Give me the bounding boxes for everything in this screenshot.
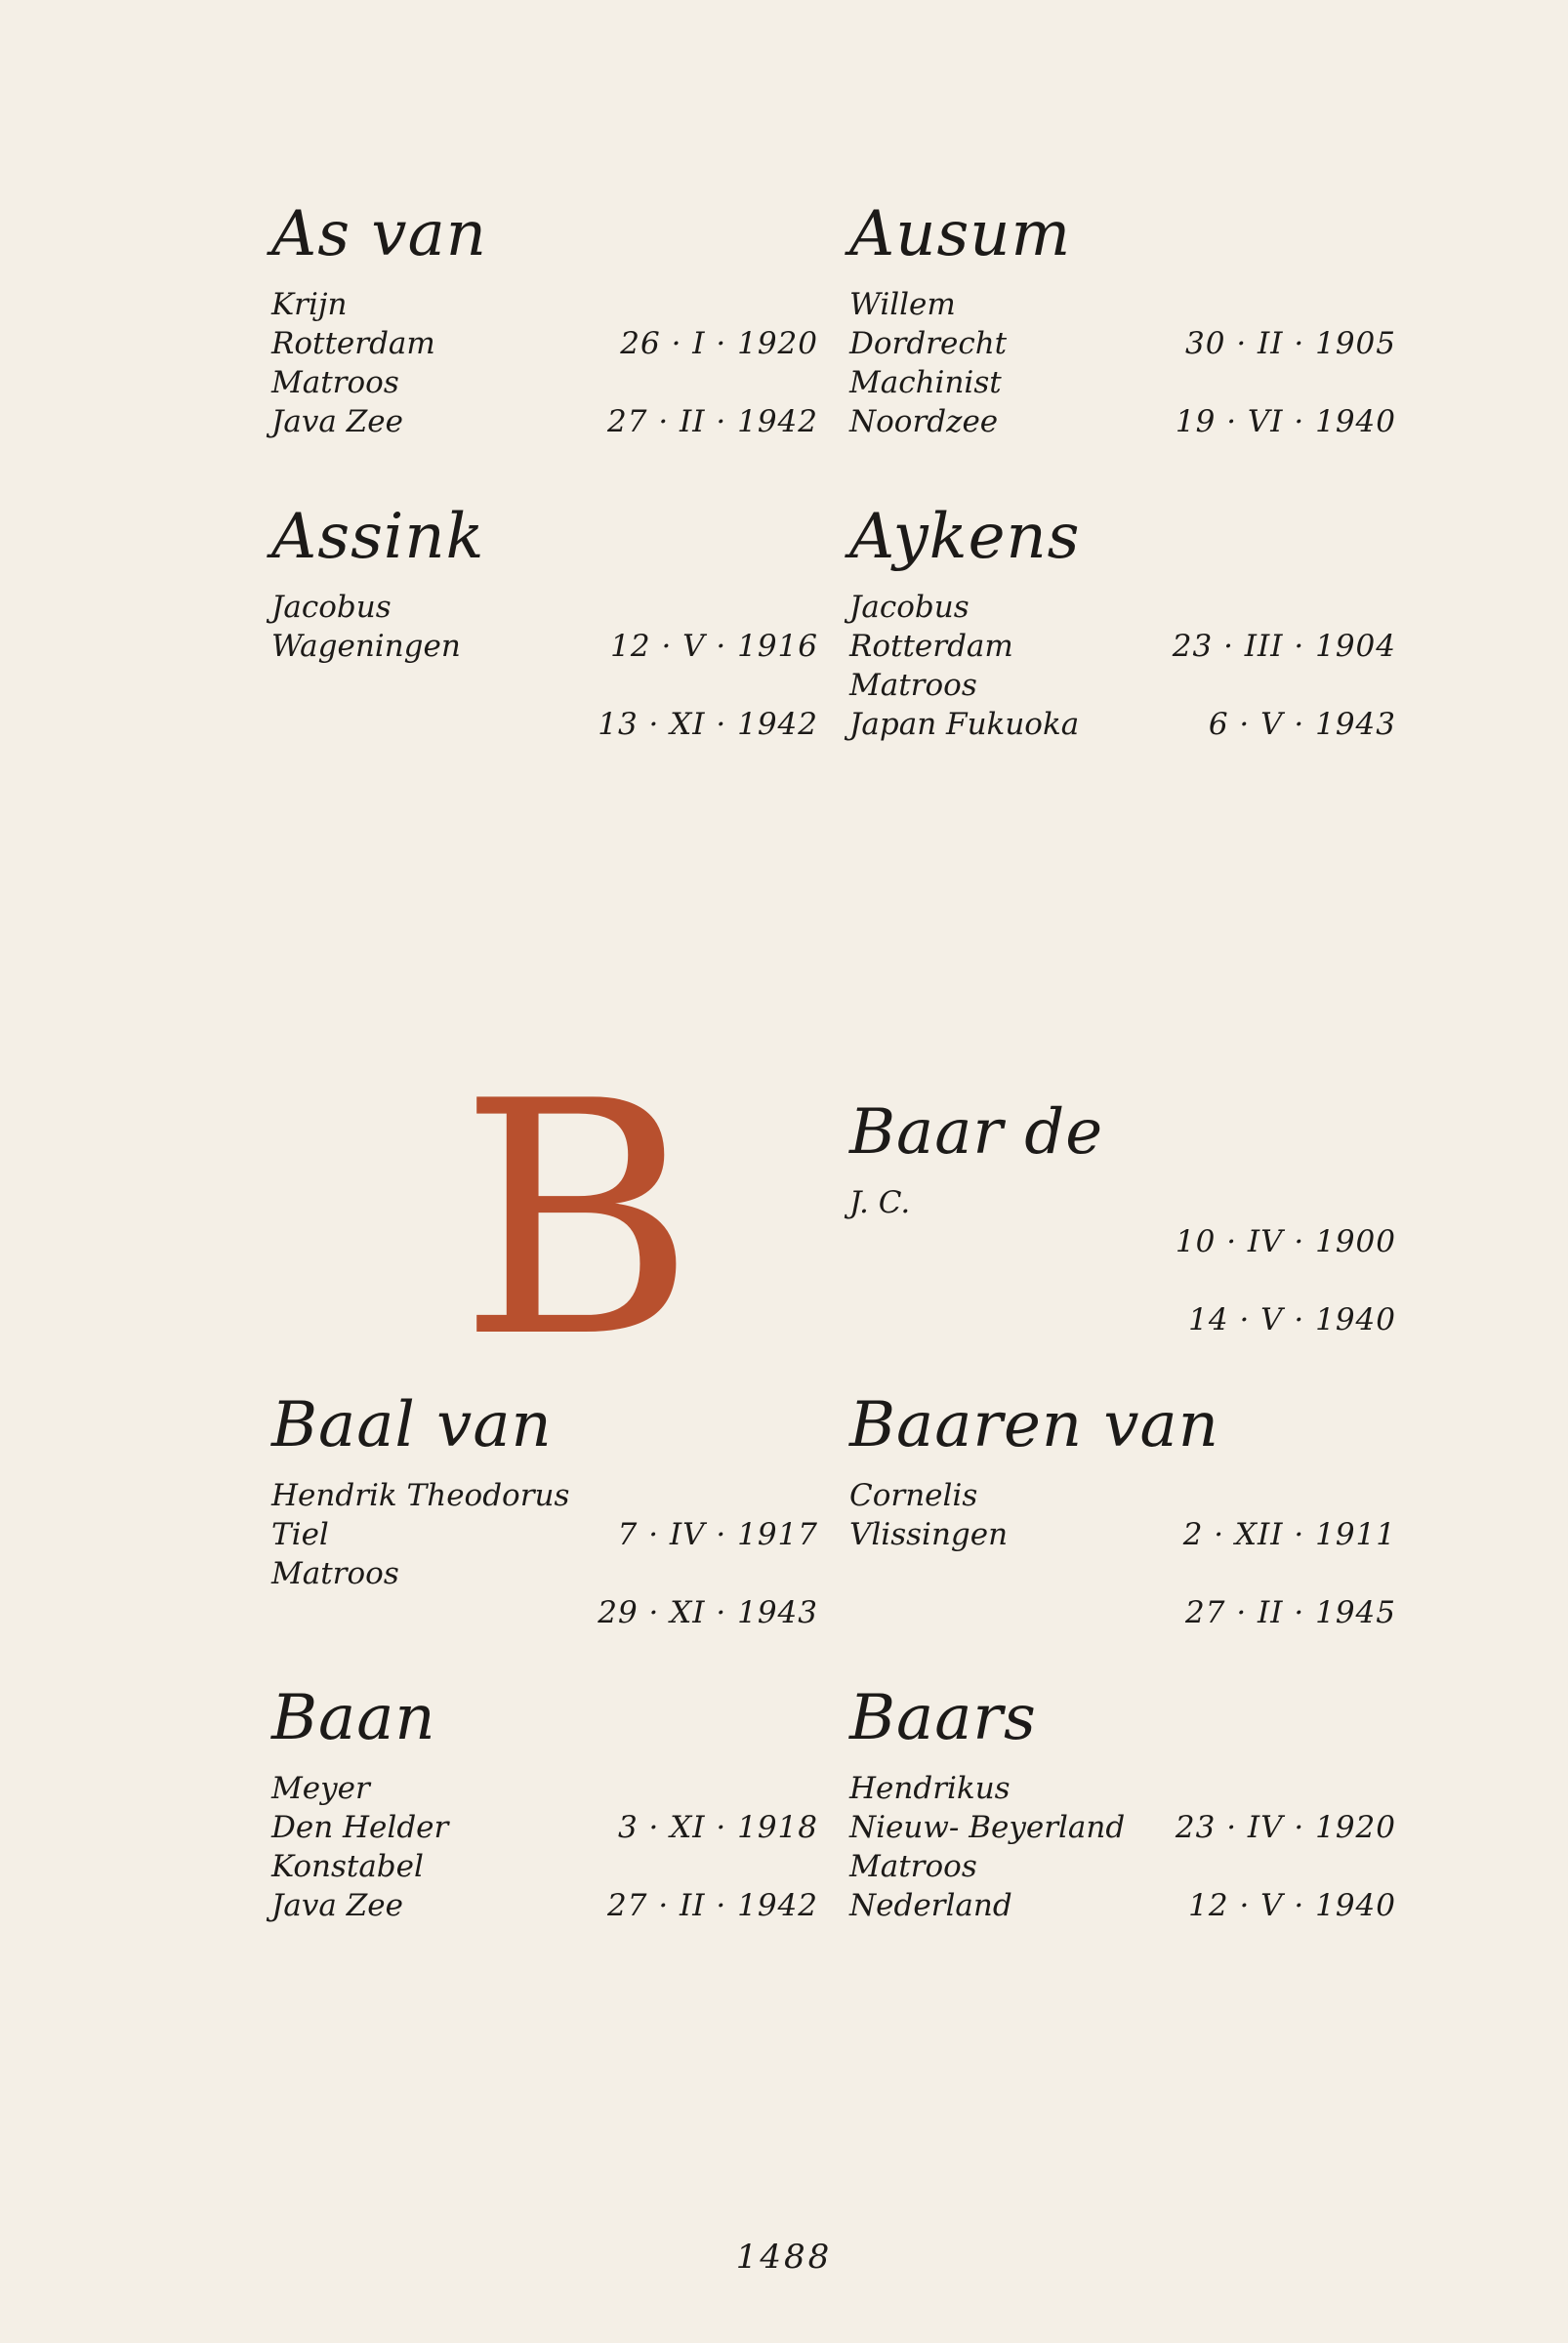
entry-row [271, 1769, 818, 1808]
birth-date: 12 · V · 1916 [610, 629, 818, 664]
occupation: Matroos [849, 1849, 977, 1884]
entry-row [849, 1515, 1396, 1554]
entry-row [849, 1769, 1396, 1808]
occupation: Machinist [849, 365, 1002, 400]
entry-row [271, 1847, 818, 1886]
occupation: Konstabel [271, 1849, 424, 1884]
death-date: 27 · II · 1945 [1185, 1595, 1396, 1630]
entry-row [271, 285, 818, 324]
given-name: J. C. [849, 1185, 911, 1220]
entry-row [271, 705, 818, 744]
birthplace: Den Helder [271, 1810, 449, 1845]
birth-date: 3 · XI · 1918 [617, 1810, 818, 1845]
birthplace: Rotterdam [271, 326, 435, 361]
entry-row [849, 1300, 1396, 1339]
given-name: Willem [849, 287, 956, 322]
surname: Baar de [849, 1096, 1104, 1169]
entry-row [271, 627, 818, 666]
occupation: Matroos [271, 1556, 399, 1591]
surname: As van [271, 198, 487, 270]
place-of-death: Japan Fukuoka [849, 707, 1080, 742]
entry-row [849, 324, 1396, 363]
entry-row [271, 1554, 818, 1593]
entry-row [849, 666, 1396, 705]
death-date: 27 · II · 1942 [607, 404, 818, 439]
surname: Assink [271, 501, 485, 573]
birth-date: 7 · IV · 1917 [617, 1517, 818, 1552]
birth-date: 23 · III · 1904 [1172, 629, 1396, 664]
given-name: Cornelis [849, 1478, 978, 1513]
entry-row [271, 1593, 818, 1632]
entry-row [271, 588, 818, 627]
surname: Baars [849, 1682, 1037, 1754]
death-date: 13 · XI · 1942 [598, 707, 818, 742]
entry-row [849, 1886, 1396, 1925]
entry-baars [849, 1679, 1396, 1925]
birth-date: 30 · II · 1905 [1185, 326, 1396, 361]
given-name: Meyer [271, 1771, 370, 1806]
birthplace: Nieuw- Beyerland [849, 1810, 1126, 1845]
given-name: Jacobus [849, 590, 970, 625]
birth-date: 2 · XII · 1911 [1182, 1517, 1396, 1552]
page-number: 1488 [735, 2238, 833, 2277]
entry-row [849, 1554, 1396, 1593]
death-date: 12 · V · 1940 [1188, 1888, 1396, 1923]
birth-date: 10 · IV · 1900 [1175, 1224, 1396, 1259]
entry-row [849, 1476, 1396, 1515]
entry-assink [271, 498, 818, 744]
entry-row [849, 1808, 1396, 1847]
entry-baan [271, 1679, 818, 1925]
entry-row [271, 324, 818, 363]
place-of-death: Java Zee [271, 404, 403, 439]
entry-row [849, 588, 1396, 627]
given-name: Hendrikus [849, 1771, 1011, 1806]
entry-row [849, 1593, 1396, 1632]
entry-ausum [849, 195, 1396, 441]
entry-as-van [271, 195, 818, 441]
entry-row [271, 1886, 818, 1925]
entry-row [271, 363, 818, 402]
birthplace: Wageningen [271, 629, 461, 664]
entry-aykens [849, 498, 1396, 744]
birthplace: Rotterdam [849, 629, 1013, 664]
section-initial-letter: B [459, 1033, 696, 1408]
entry-row [849, 1183, 1396, 1222]
surname: Ausum [849, 198, 1072, 270]
entry-row [849, 705, 1396, 744]
occupation: Matroos [271, 365, 399, 400]
entry-row [271, 1476, 818, 1515]
birthplace: Dordrecht [849, 326, 1008, 361]
entry-baar-de [849, 1093, 1396, 1339]
occupation: Matroos [849, 668, 977, 703]
surname: Aykens [849, 501, 1081, 573]
entry-row [849, 1261, 1396, 1300]
entry-row [849, 627, 1396, 666]
surname: Baal van [271, 1389, 553, 1461]
birthplace: Vlissingen [849, 1517, 1009, 1552]
entry-row [849, 363, 1396, 402]
place-of-death: Nederland [849, 1888, 1012, 1923]
surname: Baaren van [849, 1389, 1219, 1461]
death-date: 29 · XI · 1943 [598, 1595, 818, 1630]
given-name: Hendrik Theodorus [271, 1478, 570, 1513]
entry-row [271, 1515, 818, 1554]
death-date: 27 · II · 1942 [607, 1888, 818, 1923]
entry-row [849, 1847, 1396, 1886]
death-date: 6 · V · 1943 [1208, 707, 1396, 742]
birth-date: 26 · I · 1920 [620, 326, 818, 361]
entry-row [849, 402, 1396, 441]
entry-row [271, 402, 818, 441]
place-of-death: Noordzee [849, 404, 999, 439]
surname: Baan [271, 1682, 436, 1754]
death-date: 14 · V · 1940 [1188, 1302, 1396, 1337]
entry-row [849, 1222, 1396, 1261]
given-name: Jacobus [271, 590, 392, 625]
entry-row [849, 285, 1396, 324]
entry-row [271, 1808, 818, 1847]
death-date: 19 · VI · 1940 [1175, 404, 1396, 439]
birthplace: Tiel [271, 1517, 329, 1552]
given-name: Krijn [271, 287, 348, 322]
entry-row [271, 666, 818, 705]
entry-baaren-van [849, 1386, 1396, 1632]
entry-baal-van [271, 1386, 818, 1632]
birth-date: 23 · IV · 1920 [1175, 1810, 1396, 1845]
place-of-death: Java Zee [271, 1888, 403, 1923]
